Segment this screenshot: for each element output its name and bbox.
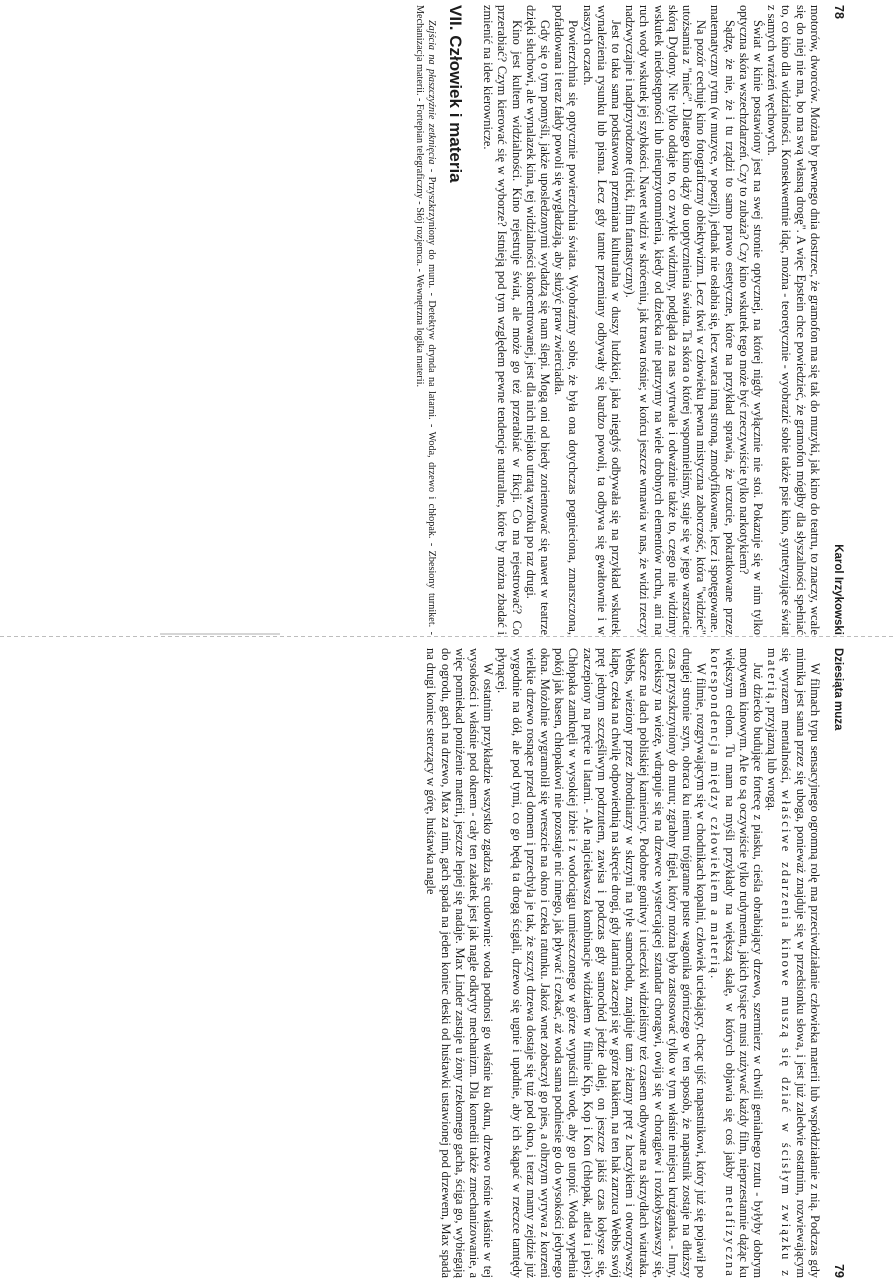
paragraph: W ostatnim przykładzie wszystko zgadza się cudownie: woda podnosi go właśnie ku oknu, drzewo rośnie właśnie w tej wysokości i właśnie pod oknem - cały ten zakatek jest jak nagle odkryty mechanizm. Dla komedii także zmechanizowanie, a więc pomiekad poniżenie materii, jeszcze lepiej się nadaje. Max Linder zastaje u żony rzekomego gacha, ściga go, wybiegają do ogrodu, gach na drzewo, Max za nim, gach spada na jeden koniec deski od huśtawki ustawionej pod drzewem, Max spada na drugi koniec sterczący w górę, huśtawka nagle (424, 648, 496, 1278)
paragraph: Jest to taka sama podstawowa przemiana kulturalna w duszy ludzkiej, jaka niegdyś odbywała się na przykład wskutek wynalezienia rysunku lub pisma. Lecz gdy tamte przemiany odbywały się bardzo powoli, ta odbywa się gwałtownie i w naszych oczach. (580, 5, 623, 635)
paragraph: Na pozór cechuje kino fotograficzny obiektywizm. Lecz tkwi w człowieku pewna mistyczna zaborczość, która "widzieć" utożsamia z "mieć". Dlatego kino dąży do uoptycznienia świata. Ta skóra o której wspomnieliśmy, staje się w jego warsztacie skórą Dydony. Nie tylko oddaje to, co zwykle widzimy, podgląda za nas wytrwale i odważnie także to, czego nie widzimy wskutek niedostępności lub nieuprzytomnienia, kiedy od dziecka nie patrzymy na wiele drobnych elementów ruchu, ani na ruch wody wskutek jej szybkości. Nawet widzi w skróceniu, jak trawa rośnie; w końcu jeszcze wmawia w nas, że widzi rzeczy nadzwyczajne i nadprzyrodzone (tricki, film fantastyczny). (623, 5, 709, 635)
spaced-emphasis: właściwe zdarzenia kinowe muszą się dziać w ścisłym związku z materią (765, 648, 794, 1278)
paragraph: motorów, dworców. Można by pewnego dnia dostrzec, że gramofon ma się tak do muzyki, jak kino do teatru, to znaczy, wcale się do niej nie ma, bo ma swą własną drogę". A więc Epstein chce powiedzieć, że gramofon mógłby dla słyszalności spełniać to, co kino dla widzialności. Konsekwentnie idąc, można - teoretycznie - wyobrazić sobie także psie kino, syntetyzujące świat z samych wrażeń węchowych. (765, 5, 822, 635)
paragraph: W filmie, rozgrywającym się w chodnikach kopalni, człowiek uciekający, chcąc ujść napastnikowi, który już się pojawił po drugiej stronie szyn, obraca ku niemu trójgranne puste wagonika górniczego w ten sposób, że napastnik zostaje na dłuższy czas przyszkrzyniony do muru; zgrabny figiel, który można było zastosować tylko w tym właśnie miejscu krużganka. - Inny, uciekiszy na wieżę, wdrapuje się na drzewce wystercającej sztandar choragwi, owija się w chorągiew i rozkołyszawszy się, skacze na dach pobliskiej kamienicy. Podobne gonitwy i ucieczki widzieliśmy też czasem odbywane na skrzydłach wiatraka. Webbs, wieziony przez zbrodniarzy w skrzyni na tyle samochodu, znajduje tam żelazny pręt z haczykiem i otworzywszy klapę, czeka na chwilę odpowiednią na skręcie drogi, gdy latarnia zaczepi się w górze hakiem, na ten hak zarzuca Webbs swój pręt jednym szczęśliwym podrzutem, zawisa i podczas gdy samochód jedzie dalej, on jeszcze jakiś czas kołysze się, zaczepiony na pręcie u latarni. - Ale najciekawsza kombinacje widziałem w filmie Kip, Kop i Kon (chłopak, atleta i pies): Chłopaka zamknęli w wysokiej izbie i z wodociągu umieszczonego w górze wypuścili wodę, aby go utopić. Woda wypełnia pokój jak basen, chłopakowi nie pozostaje nic innego, jak pływać i czekać, aż woda sama podniesie go do wysokości jedynego okna. Możolnie wygramolił się wreszcie na okno i czeka ratunku. Jakoż wnet zobaczył go pies, a olbrzym wyrywa z korzeni wielkie drzewo rosnące przed domem i przechyla je tak, że szczyt drzewa dostaje się tuż pod okno, i teraz mamy zejdzie już wygodnie na dół, ale pod tymi, co go będą ta drogą ścigali, drzewo się ugnie i upadnie, aby ich skąpać w rzeczce tamtędy płynącej. (495, 648, 709, 1278)
paragraph: Gdy się o tym pomyśli, jakże uposledzonymi wydadzą się nam ślepi. Mogą oni od biedy zorientować się nawet w teatrze dzięki słuchowi, ale wynalazek kina, tej widzialności skoncentrowanej, jest dla nich niejako utratą wzroku po raz drugi. (523, 5, 552, 635)
page-gutter (0, 636, 893, 637)
paragraph-text: W filmach typu sensacyjnego ogromną rolę ma przeciwdziałanie człowieka materii lub współdziałanie z nią. Podczas gdy mimika jest sama przez się uboga, ponieważ znajduje się w przedsionku słowa, i jest już zaledwie ostatnim, rozwiewającym się wyrazem mentalności, (779, 648, 822, 1278)
paragraph-text: Już dziecko budujące fortecę z piasku, cieśla obrabiający drzewo, szermierz w chwili genialnego rzutu - byłyby dobrym motywem kinowym. Ale to są oczywiście tylko rudymenta, jakich tysiące musi zużywać każdy film, nieprzestannie dążąc ku większym celom. Tu mam na myśli przykłady na większą skalę, w których objawia się coś jakby (722, 648, 766, 1278)
paragraph: Powierzchnia się optycznie powierzchnia świata. Wyobraźmy sobie, że była ona dotychczas pognieciona, zmarszczona, pofałdowana i teraz fałdy powoli się wygładzają, aby służyć praw zwierciadła. (552, 5, 581, 635)
left-page-header (831, 5, 846, 635)
page-number: 79 (832, 1264, 846, 1278)
paragraph: Kino jest kultem widzialności. Kino rejestruje świat, ale może go też przerabiać w fikcji. Co ma rejestrować? Co przerabiać? Czym kierować się w wyborze? Istnieją pod tym względem pewne tendencje naturalne, które by można zbadać i zmienić na idee kierownicze. (481, 5, 524, 635)
running-head: Dziesiąta muza (832, 648, 844, 731)
left-page (413, 5, 846, 635)
paragraph (708, 648, 765, 1278)
paragraph: Świat w kinie postawiony jest na swej stronie optycznej, na której nigdy wyłącznie nie stoi. Pokazuje się w nim tylko optyczna skóra wszechzdarzeń. Czy to zubaża? Czy kino wskutek tego może być rzeczywiście tylko narkotykiem? (736, 5, 766, 635)
chapter-title: VII. Człowiek i materia (445, 5, 465, 183)
right-page-header (831, 648, 846, 1278)
running-head: Karol Irzykowski (832, 544, 844, 635)
chapter-summary-rest: - Przyszkrzyniony do muru. - Detektyw drynda na latarni. - Woda, drzewo i chłopak. - Zbesiony turniket. - Mechanizacja materii. - Fortepian telegraficzny - Słój rozjemca. - Wewnętrzna logika materii. (413, 5, 437, 635)
chapter-summary (413, 5, 436, 635)
paragraph (765, 648, 822, 1278)
scan-edge-mark (160, 633, 280, 635)
page-number: 78 (832, 5, 846, 19)
chapter-summary-lead: Zajścia na płaszczyźnie zetknięcia (425, 20, 437, 165)
right-page (424, 648, 846, 1278)
spaced-emphasis: metafizyczna korespondencja między człowiekiem a materią (708, 648, 737, 1278)
paragraph: Sądzę, że nie, że i tu rządzi to samo prawo estetyczne, które na przykład sprawia, że uczucie, pokratkowane przez matematyczny rytm (w muzyce, w poezji), jednak nie osłabia się, lecz wraca inną stroną, zmodyfikowane, lecz i spotęgowane. (708, 5, 737, 635)
paragraph-text: , przyjazną lub wrogą. (765, 700, 780, 812)
paragraph-text: . (708, 975, 723, 979)
